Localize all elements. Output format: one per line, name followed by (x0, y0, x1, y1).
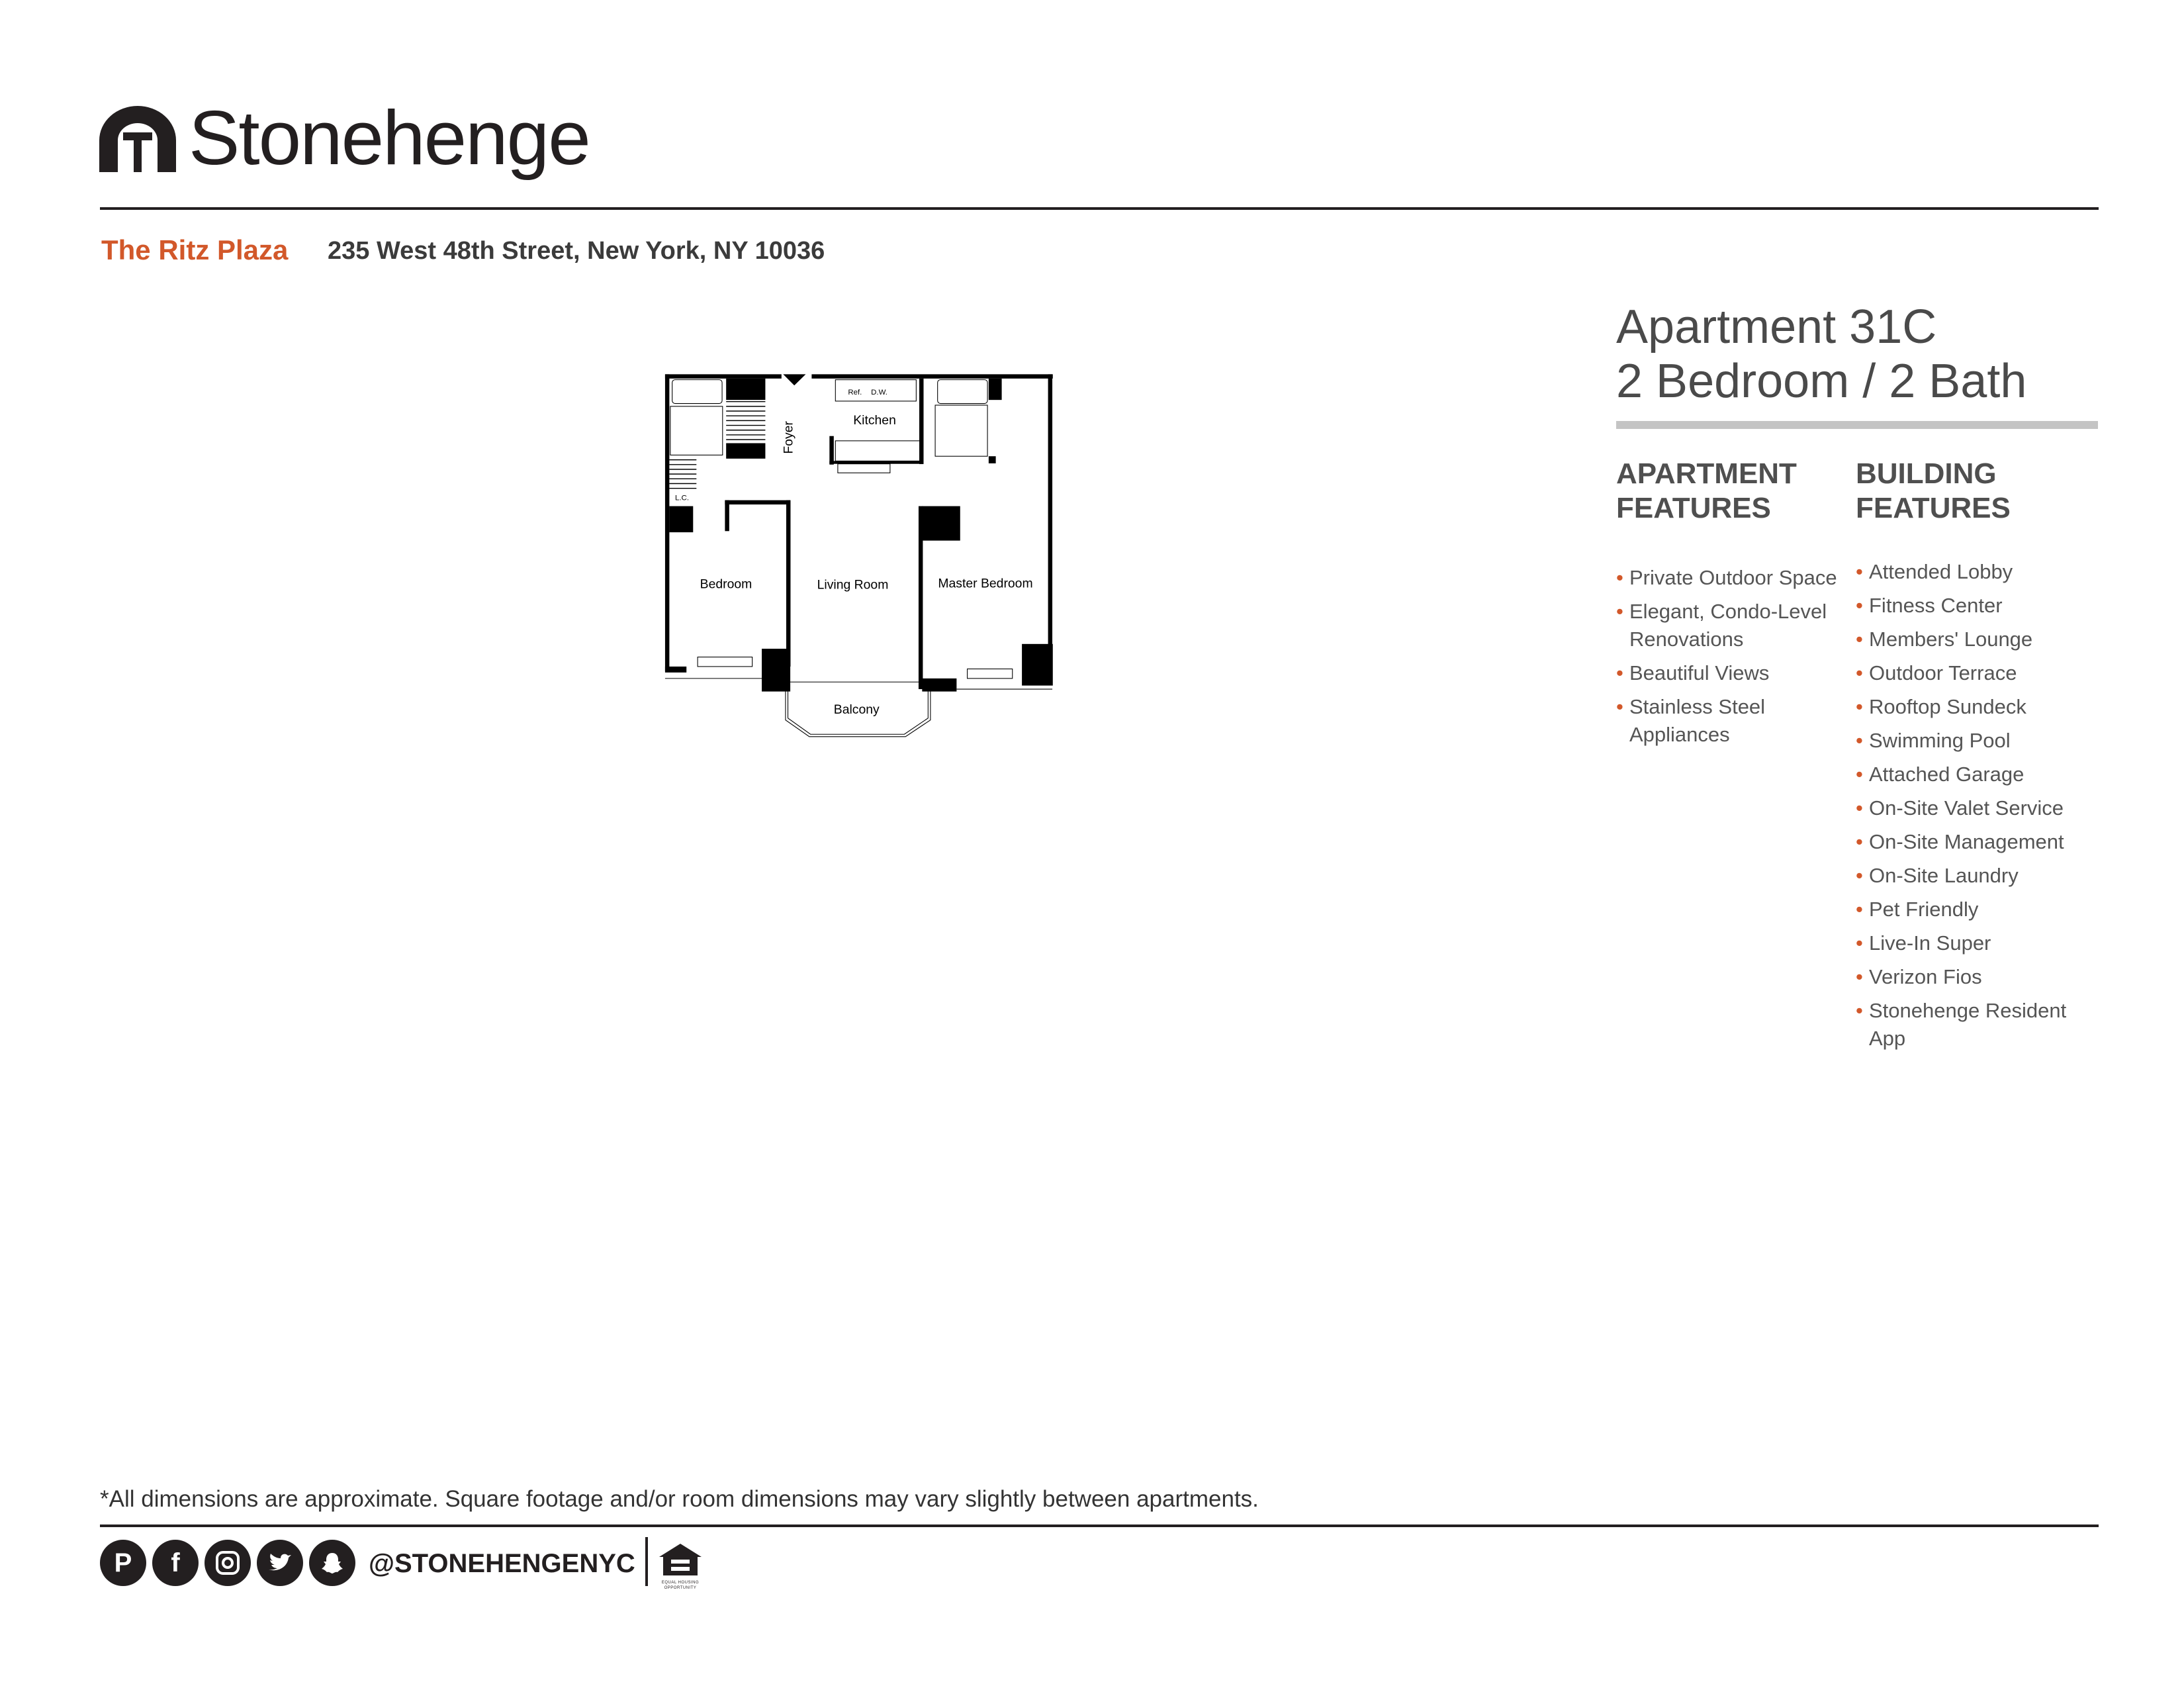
instagram-icon[interactable] (205, 1540, 251, 1586)
list-item: • Attached Garage (1856, 761, 2101, 788)
header-divider (100, 207, 2099, 210)
list-item: • Rooftop Sundeck (1856, 693, 2101, 721)
equal-housing-icon (657, 1542, 704, 1577)
brand-name: Stonehenge (189, 95, 590, 181)
facebook-icon[interactable]: f (152, 1540, 199, 1586)
list-item: • Stainless Steel Appliances (1616, 693, 1854, 749)
apartment-features-heading (1616, 457, 1797, 526)
list-item: • On-Site Valet Service (1856, 794, 2101, 822)
apartment-title: Apartment 31C (1616, 301, 1937, 353)
floor-plan-fixtures (665, 380, 1052, 737)
apartment-features-heading-line1: APARTMENT (1616, 457, 1797, 490)
apartment-features-list (1616, 564, 1854, 755)
list-item: • On-Site Management (1856, 828, 2101, 856)
room-label-dishwasher: D.W. (871, 388, 888, 397)
disclaimer: *All dimensions are approximate. Square footage and/or room dimensions may vary slightly between apartments. (100, 1486, 1259, 1512)
room-label-foyer: Foyer (781, 421, 796, 454)
pinterest-icon[interactable]: P (100, 1540, 146, 1586)
list-item: • Members' Lounge (1856, 626, 2101, 653)
building-name: The Ritz Plaza (101, 234, 289, 265)
section-divider (1616, 421, 2098, 429)
list-item: • Pet Friendly (1856, 896, 2101, 923)
list-item: • Stonehenge Resident App (1856, 997, 2101, 1053)
equal-housing-text: EQUAL HOUSING OPPORTUNITY (661, 1581, 700, 1590)
list-item: • Outdoor Terrace (1856, 659, 2101, 687)
room-label-linen-closet: L.C. (675, 494, 690, 502)
footer-divider (100, 1524, 2099, 1527)
building-features-heading-line2: FEATURES (1856, 492, 2011, 524)
room-label-bedroom: Bedroom (700, 577, 752, 592)
brand-logo (99, 106, 176, 172)
list-item: • Elegant, Condo-Level Renovations (1616, 598, 1854, 653)
apartment-subtitle: 2 Bedroom / 2 Bath (1616, 355, 2027, 408)
list-item: • Attended Lobby (1856, 558, 2101, 586)
building-features-heading (1856, 457, 2011, 526)
room-label-living-room: Living Room (817, 577, 889, 592)
footer-separator (645, 1537, 648, 1586)
list-item: • On-Site Laundry (1856, 862, 2101, 890)
building-features-list (1856, 558, 2101, 1058)
floor-plan (311, 371, 1410, 741)
list-item: • Live-In Super (1856, 929, 2101, 957)
twitter-icon[interactable] (257, 1540, 303, 1586)
apartment-features-heading-line2: FEATURES (1616, 492, 1771, 524)
building-features-heading-line1: BUILDING (1856, 457, 1997, 490)
stonehenge-logo-icon (99, 106, 176, 172)
list-item: • Swimming Pool (1856, 727, 2101, 755)
equal-housing-logo (657, 1542, 704, 1589)
room-label-master-bedroom: Master Bedroom (938, 576, 1033, 591)
snapchat-icon[interactable] (309, 1540, 355, 1586)
social-handle[interactable]: @STONEHENGENYC (369, 1549, 635, 1578)
entry-door-marker (783, 374, 805, 385)
list-item: • Fitness Center (1856, 592, 2101, 620)
list-item: • Verizon Fios (1856, 963, 2101, 991)
room-label-balcony: Balcony (833, 702, 880, 717)
building-address: 235 West 48th Street, New York, NY 10036 (328, 237, 825, 265)
room-label-kitchen: Kitchen (853, 412, 896, 428)
list-item: • Private Outdoor Space (1616, 564, 1854, 592)
room-label-refrigerator: Ref. (848, 388, 862, 397)
list-item: • Beautiful Views (1616, 659, 1854, 687)
